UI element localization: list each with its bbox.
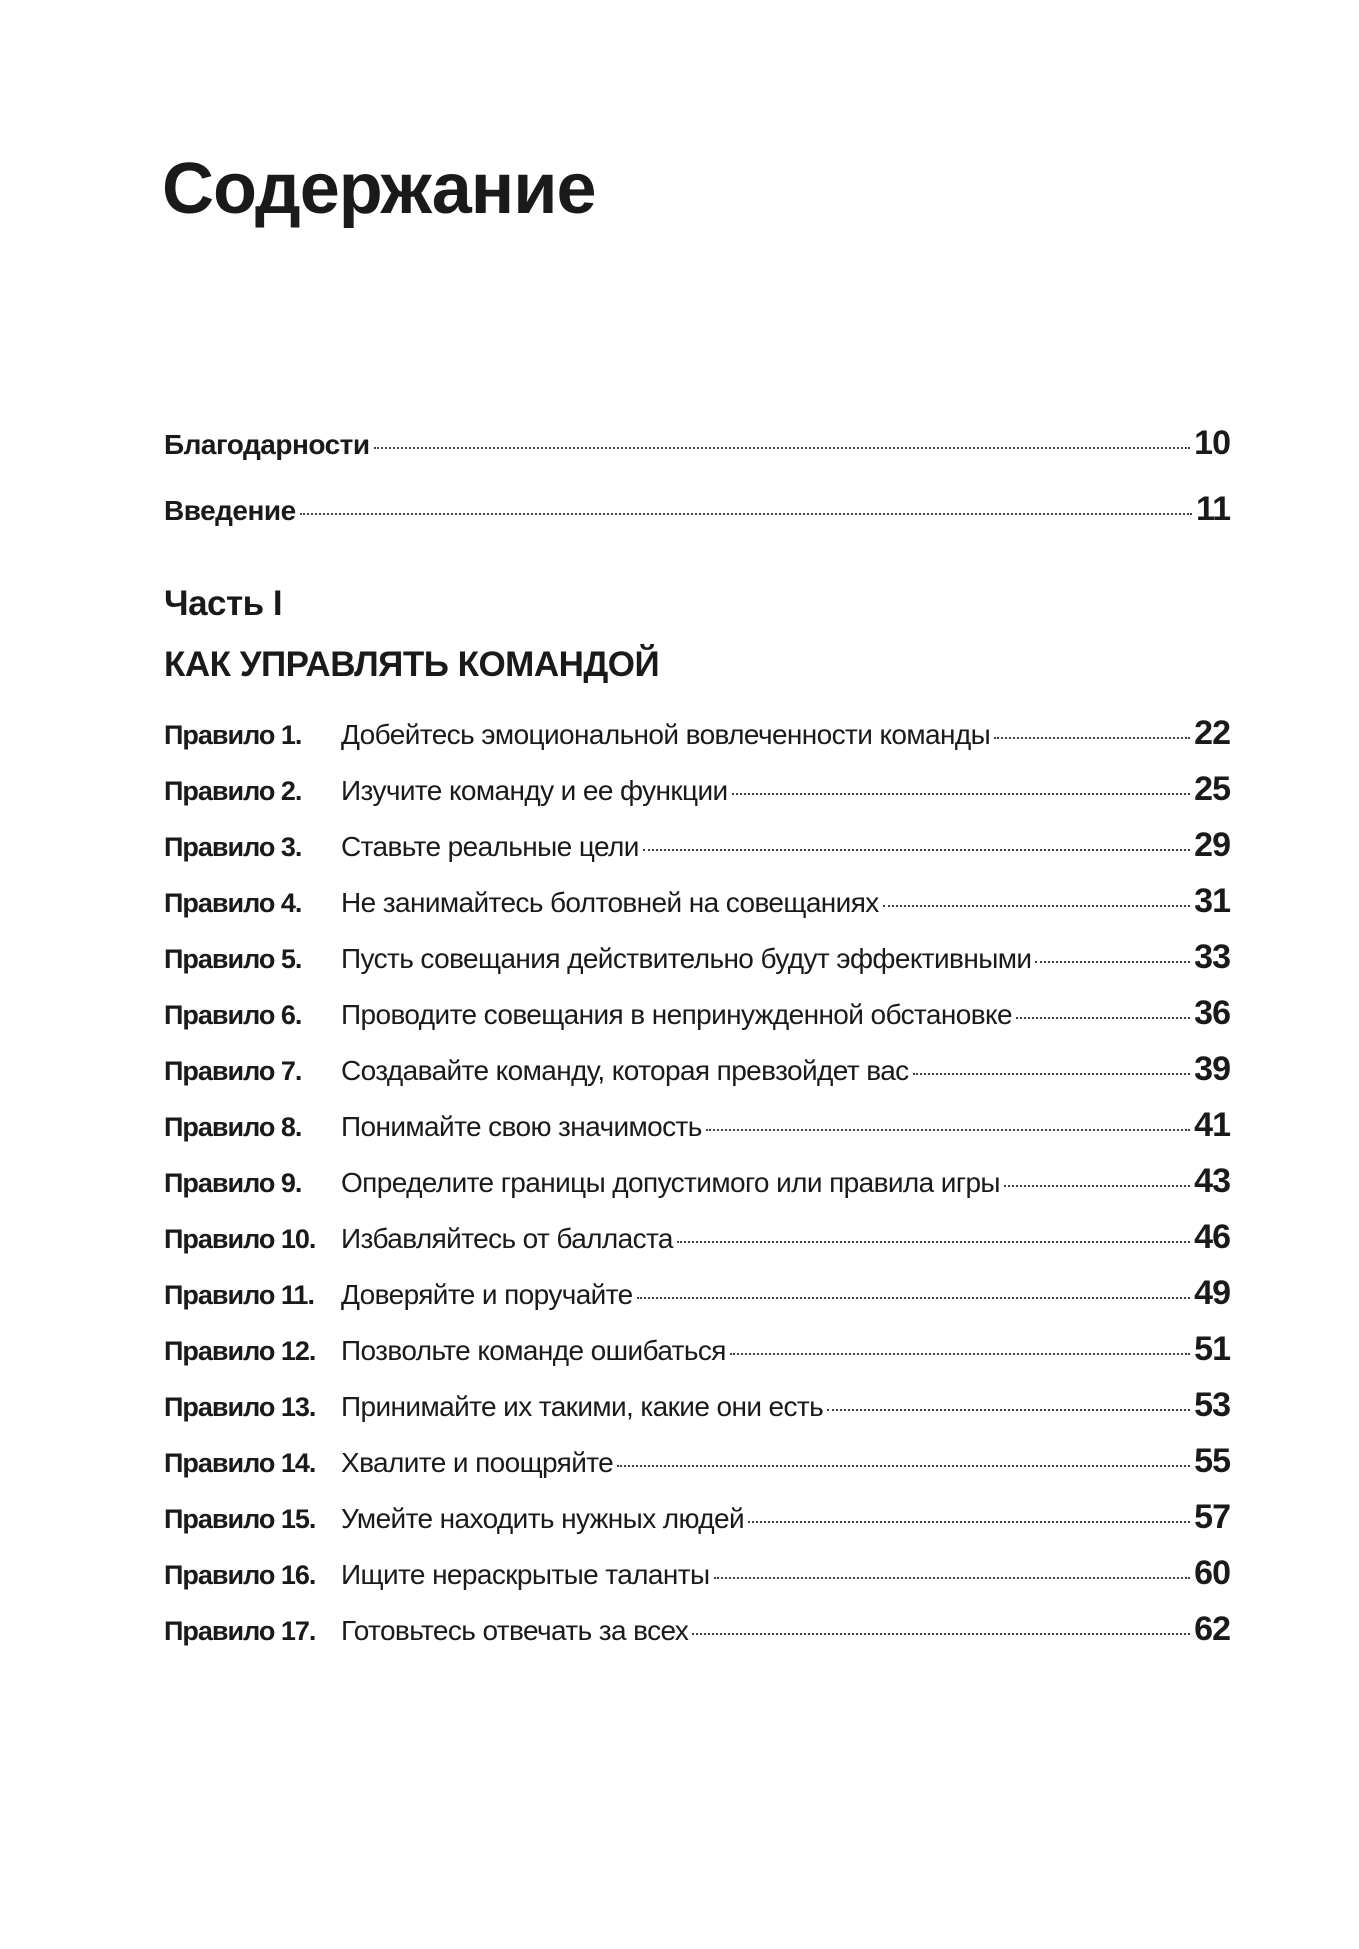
rule-number: Правило 1. (164, 720, 302, 750)
dot-leader (1035, 961, 1190, 963)
rule-number: Правило 14. (164, 1448, 316, 1478)
rule-number: Правило 9. (164, 1168, 302, 1198)
toc-page-number: 10 (1194, 424, 1230, 462)
dot-leader (730, 1353, 1190, 1355)
rule-title: Ставьте реальные цели (341, 831, 639, 862)
toc-page-number: 55 (1194, 1442, 1230, 1480)
rule-number: Правило 17. (164, 1616, 316, 1646)
rule-title: Доверяйте и поручайте (341, 1279, 633, 1310)
toc-page-number: 25 (1194, 770, 1230, 808)
toc-page-number: 49 (1194, 1274, 1230, 1312)
rule-title: Ищите нераскрытые таланты (341, 1559, 710, 1590)
rule-title: Проводите совещания в непринужденной обстановке (341, 999, 1012, 1030)
toc-entry-rule[interactable] (164, 1554, 1230, 1593)
toc-entry-rule[interactable] (164, 770, 1230, 809)
page-title: Содержание (162, 149, 596, 229)
toc-page-number: 29 (1194, 826, 1230, 864)
toc-entry-label: Благодарности (164, 429, 370, 460)
toc-page-number: 62 (1194, 1610, 1230, 1648)
toc-page-number: 22 (1194, 714, 1230, 752)
dot-leader (677, 1241, 1190, 1243)
dot-leader (643, 849, 1190, 851)
toc-page-number: 53 (1194, 1386, 1230, 1424)
rule-title: Умейте находить нужных людей (341, 1503, 745, 1534)
rule-number: Правило 15. (164, 1504, 316, 1534)
toc-entry-rule[interactable] (164, 882, 1230, 921)
toc-entry-introduction[interactable] (164, 490, 1230, 529)
rule-title: Избавляйтесь от балласта (341, 1223, 673, 1254)
rule-number: Правило 5. (164, 944, 302, 974)
rule-title: Хвалите и поощряйте (341, 1447, 614, 1478)
rule-title: Создавайте команду, которая превзойдет вас (341, 1055, 909, 1086)
rule-number: Правило 13. (164, 1392, 316, 1422)
toc-entry-rule[interactable] (164, 1442, 1230, 1481)
rule-number: Правило 12. (164, 1336, 316, 1366)
rule-number: Правило 16. (164, 1560, 316, 1590)
rule-title: Определите границы допустимого или правила игры (341, 1167, 1000, 1198)
toc-page-number: 11 (1196, 490, 1230, 528)
toc-entry-rule[interactable] (164, 714, 1230, 753)
dot-leader (300, 513, 1192, 515)
dot-leader (637, 1297, 1191, 1299)
toc-entry-acknowledgements[interactable] (164, 424, 1230, 463)
rule-number: Правило 2. (164, 776, 302, 806)
toc-entry-rule[interactable] (164, 1106, 1230, 1145)
dot-leader (1016, 1017, 1190, 1019)
dot-leader (827, 1409, 1190, 1411)
toc-entry-rule[interactable] (164, 826, 1230, 865)
toc-page-number: 51 (1194, 1330, 1230, 1368)
toc-page-number: 43 (1194, 1162, 1230, 1200)
dot-leader (692, 1633, 1190, 1635)
toc-entry-rule[interactable] (164, 1050, 1230, 1089)
dot-leader (706, 1129, 1190, 1131)
rule-number: Правило 3. (164, 832, 302, 862)
toc-page-number: 33 (1194, 938, 1230, 976)
dot-leader (883, 905, 1191, 907)
part-number: Часть I (164, 584, 283, 623)
dot-leader (617, 1465, 1190, 1467)
rule-title: Принимайте их такими, какие они есть (341, 1391, 824, 1422)
toc-entry-rule[interactable] (164, 994, 1230, 1033)
dot-leader (748, 1521, 1190, 1523)
rule-number: Правило 10. (164, 1224, 316, 1254)
toc-entry-rule[interactable] (164, 1274, 1230, 1313)
toc-page-number: 41 (1194, 1106, 1230, 1144)
toc-entry-label: Введение (164, 495, 296, 526)
dot-leader (994, 737, 1190, 739)
toc-page-number: 31 (1194, 882, 1230, 920)
toc-page-number: 39 (1194, 1050, 1230, 1088)
rule-number: Правило 8. (164, 1112, 302, 1142)
toc-entry-rule[interactable] (164, 1386, 1230, 1425)
rule-title: Изучите команду и ее функции (341, 775, 728, 806)
toc-page-number: 46 (1194, 1218, 1230, 1256)
toc-entry-rule[interactable] (164, 1498, 1230, 1537)
toc-entry-rule[interactable] (164, 1610, 1230, 1649)
rule-number: Правило 11. (164, 1280, 314, 1310)
rule-title: Позвольте команде ошибаться (341, 1335, 726, 1366)
dot-leader (1004, 1185, 1190, 1187)
rule-number: Правило 4. (164, 888, 302, 918)
dot-leader (732, 793, 1191, 795)
rule-title: Пусть совещания действительно будут эффективными (341, 943, 1032, 974)
rule-title: Добейтесь эмоциональной вовлеченности команды (341, 719, 991, 750)
toc-page-number: 36 (1194, 994, 1230, 1032)
rule-title: Готовьтесь отвечать за всех (341, 1615, 689, 1646)
toc-entry-rule[interactable] (164, 1330, 1230, 1369)
dot-leader (374, 447, 1191, 449)
toc-page-number: 60 (1194, 1554, 1230, 1592)
rule-title: Не занимайтесь болтовней на совещаниях (341, 887, 879, 918)
rule-title: Понимайте свою значимость (341, 1111, 702, 1142)
toc-page-number: 57 (1194, 1498, 1230, 1536)
part-title: КАК УПРАВЛЯТЬ КОМАНДОЙ (164, 645, 660, 684)
toc-entry-rule[interactable] (164, 1218, 1230, 1257)
dot-leader (714, 1577, 1191, 1579)
toc-entry-rule[interactable] (164, 1162, 1230, 1201)
toc-entry-rule[interactable] (164, 938, 1230, 977)
rule-number: Правило 7. (164, 1056, 302, 1086)
rule-number: Правило 6. (164, 1000, 302, 1030)
dot-leader (913, 1073, 1191, 1075)
